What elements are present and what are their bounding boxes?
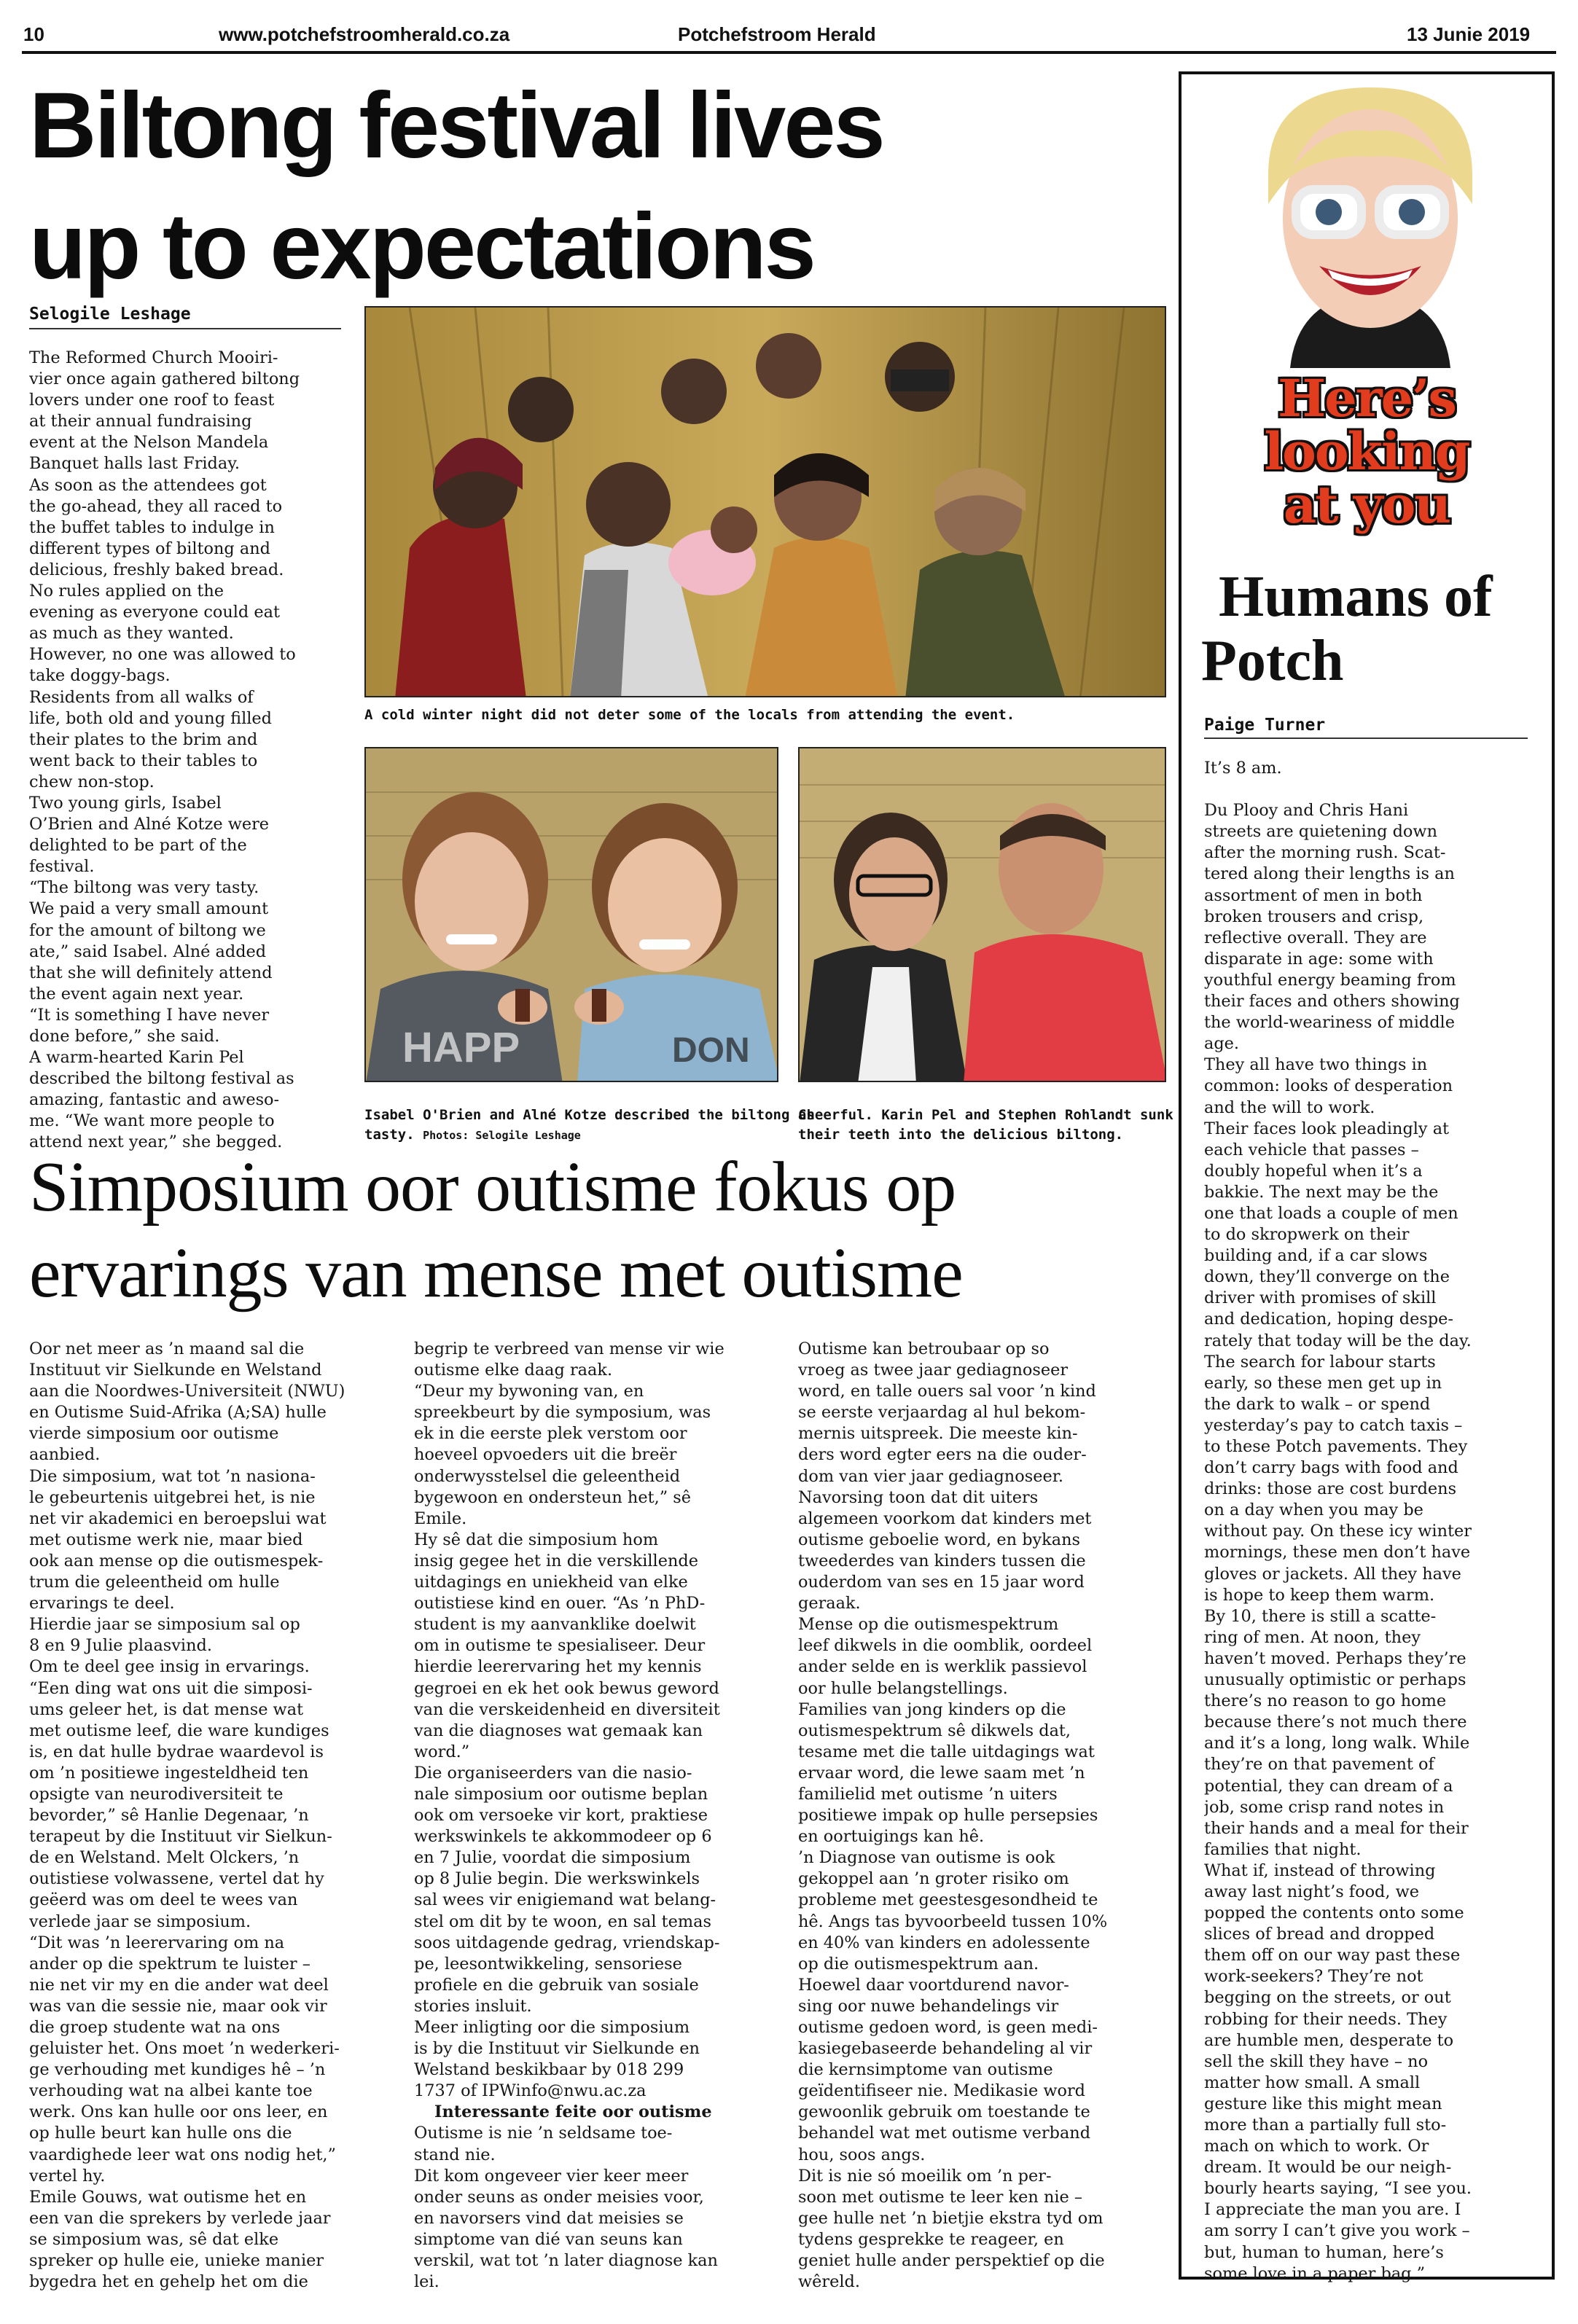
body-line: Emile Gouws, wat outisme het en	[29, 2187, 307, 2207]
body-line: popped the contents onto some	[1204, 1904, 1464, 1923]
couple-photo-illustration	[800, 748, 1166, 1082]
body-line: vierde simposium oor outisme	[29, 1424, 279, 1444]
caption-couple-photo	[798, 1106, 1173, 1145]
body-line: went back to their tables to	[29, 751, 258, 770]
body-line: uitdagings en uniekheid van elke	[414, 1573, 688, 1592]
masthead-rule	[22, 51, 1556, 54]
body-line: Outisme is nie ’n seldsame toe-	[414, 2124, 673, 2143]
body-line: robbing for their needs. They	[1204, 2009, 1448, 2029]
body-line: leef dikwels in die oomblik, oordeel	[798, 1636, 1093, 1656]
body-line: as much as they wanted.	[29, 624, 234, 643]
body-line: the event again next year.	[29, 984, 244, 1003]
sidebar-byline-rule	[1204, 738, 1528, 739]
body-line: en 40% van kinders en adolessente	[798, 1933, 1090, 1952]
body-line: profiele en die gebruik van sosiale	[414, 1975, 699, 1995]
body-line: ander op die spektrum te luister –	[29, 1954, 310, 1973]
body-line: Residents from all walks of	[29, 687, 254, 707]
body-line: The Reformed Church Mooiri-	[29, 348, 278, 367]
article2-headline	[29, 1144, 1188, 1316]
paper-name: Potchefstroom Herald	[678, 23, 876, 45]
headline-line: Simposium oor outisme fokus op	[29, 1148, 956, 1226]
headline-line: up to expectations	[29, 195, 814, 299]
body-line: insig gegee het in die verskillende	[414, 1551, 698, 1570]
body-line: “Deur my bywoning van, en	[414, 1382, 644, 1401]
body-line: don’t carry bags with food and	[1204, 1458, 1458, 1478]
body-line: ate,” said Isabel. Alné added	[29, 942, 267, 961]
body-line: student is my aanvanklike doelwit	[414, 1615, 696, 1635]
body-line: en oortuigings kan hê.	[798, 1827, 985, 1847]
body-line: Du Plooy and Chris Hani	[1204, 801, 1409, 821]
body-line: mernis uitspreek. Die meeste kin-	[798, 1424, 1078, 1444]
body-line: described the biltong festival as	[29, 1069, 294, 1089]
body-line: om ’n positiewe ingesteldheid ten	[29, 1763, 309, 1783]
body-line: van die diagnoses wat gemaak kan	[414, 1721, 703, 1740]
photo-isabel-and-alne	[364, 747, 778, 1082]
body-line: to these Potch pavements. They	[1204, 1437, 1468, 1456]
body-line: take doggy-bags.	[29, 666, 171, 686]
body-line: werkswinkels te akkommodeer op 6	[414, 1827, 712, 1847]
body-line: at their annual fundraising	[29, 412, 252, 431]
body-line: gegroei en ek het ook bewus geword	[414, 1678, 719, 1698]
body-line: sal wees vir enigiemand wat belang-	[414, 1890, 716, 1910]
sidebar-byline: Paige Turner	[1204, 716, 1326, 735]
body-line: bevorder,” sê Hanlie Degenaar, ’n	[29, 1806, 309, 1826]
body-line: onderwysstelsel die geleentheid	[414, 1466, 681, 1486]
body-line: word.”	[414, 1742, 470, 1761]
headline-line: Biltong festival lives	[29, 74, 883, 178]
photo-group-of-locals	[364, 306, 1166, 697]
body-line: youthful energy beaming from	[1204, 970, 1456, 990]
website-url: www.potchefstroomherald.co.za	[219, 23, 510, 45]
body-line: job, some crisp rand notes in	[1204, 1797, 1445, 1817]
body-line: geluister het. Ons moet ’n wederkeri-	[29, 2039, 340, 2059]
article2-column-2	[414, 1339, 786, 2293]
body-line: work-seekers? They’re not	[1204, 1967, 1423, 1987]
body-line: kasiegebaseerde behandeling al vir	[798, 2039, 1093, 2059]
body-line: ge verhouding met kundiges hê – ’n	[29, 2060, 326, 2080]
body-line: They all have two things in	[1204, 1055, 1428, 1075]
body-line: ook aan mense op die outismespek-	[29, 1551, 324, 1570]
body-line: op die outismespektrum aan.	[798, 1954, 1039, 1973]
body-line: chew non-stop.	[29, 772, 155, 791]
body-line: Hy sê dat die simposium hom	[414, 1530, 659, 1549]
body-line: each vehicle that passes –	[1204, 1140, 1419, 1159]
body-line: We paid a very small amount	[29, 899, 269, 919]
body-line: nale simposium oor outisme beplan	[414, 1784, 708, 1804]
body-line: Emile.	[414, 1509, 467, 1528]
body-line: en 7 Julie, voordat die simposium	[414, 1848, 691, 1868]
body-line: ervaar word, die lewe saam met ’n	[798, 1763, 1085, 1783]
body-line: Mense op die outismespektrum	[798, 1615, 1059, 1635]
kicker-line: at you	[1283, 474, 1450, 535]
body-line: tydens gesprekke te reageer, en	[798, 2229, 1064, 2249]
body-line: gesture like this might mean	[1204, 2094, 1442, 2113]
body-line: ek in die eerste plek verstom oor	[414, 1424, 687, 1444]
columnist-portrait-illustration	[1239, 80, 1501, 368]
body-line: Dit is nie só moeilik om ’n per-	[798, 2166, 1052, 2186]
body-line: outistiese volwassene, vertel dat hy	[29, 1869, 324, 1889]
caption-main-photo	[364, 705, 1166, 725]
body-line: stel om dit by te woon, en sal temas	[414, 1912, 711, 1931]
body-line: ervarings te deel.	[29, 1594, 175, 1613]
body-line: begging on the streets, or out	[1204, 1988, 1451, 2008]
body-line: lovers under one roof to feast	[29, 391, 275, 410]
body-line: to do skropwerk on their	[1204, 1225, 1410, 1245]
body-line: Die organiseerders van die nasio-	[414, 1763, 692, 1783]
body-line: ’n Diagnose van outisme is ook	[798, 1848, 1055, 1868]
body-line: soos uitdagende gedrag, vriendskap-	[414, 1933, 720, 1952]
body-line: trum die geleentheid om hulle	[29, 1573, 280, 1592]
body-line: gloves or jackets. All they have	[1204, 1564, 1461, 1584]
body-line: A warm-hearted Karin Pel	[29, 1048, 244, 1068]
body-line: Two young girls, Isabel	[29, 793, 222, 813]
body-line: met outisme leef, die ware kundiges	[29, 1721, 329, 1740]
body-line: geniet hulle ander perspektief op die	[798, 2251, 1105, 2271]
body-line: amazing, fantastic and aweso-	[29, 1090, 280, 1110]
body-line: are humble men, desperate to	[1204, 2030, 1454, 2050]
body-line: disparate in age: some with	[1204, 949, 1434, 969]
body-line: away last night’s food, we	[1204, 1882, 1420, 1901]
column-kicker	[1210, 368, 1523, 535]
body-line: the dark to walk – or spend	[1204, 1394, 1431, 1414]
body-line: sing oor nuwe behandelings vir	[798, 1996, 1059, 2016]
body-line: wêreld.	[798, 2272, 860, 2292]
body-line: early, so these men get up in	[1204, 1373, 1442, 1393]
kicker-line: looking	[1264, 421, 1469, 482]
body-line: tesame met die talle uitdagings wat	[798, 1742, 1095, 1761]
body-line: spreker op hulle eie, unieke manier	[29, 2251, 324, 2271]
byline-rule	[29, 328, 341, 329]
body-line: delicious, freshly baked bread.	[29, 560, 284, 579]
body-line: delighted to be part of the	[29, 836, 247, 856]
svg-text:HAPP: HAPP	[402, 1024, 520, 1071]
body-line: aanbied.	[29, 1445, 101, 1465]
body-line: By 10, there is still a scatte-	[1204, 1606, 1437, 1626]
body-line: yesterday’s pay to catch taxis –	[1204, 1415, 1463, 1435]
body-line: doubly hopeful when it’s a	[1204, 1161, 1423, 1181]
body-line: ring of men. At noon, they	[1204, 1627, 1421, 1647]
body-line: is, en dat hulle bydrae waardevol is	[29, 1742, 324, 1761]
body-line: and it’s a long, long walk. While	[1204, 1734, 1470, 1753]
body-line: bourly hearts saying, “I see you.	[1204, 2179, 1472, 2199]
body-line: en Outisme Suid-Afrika (A;SA) hulle	[29, 1403, 327, 1423]
body-line: op hulle beurt kan hulle ons die	[29, 2124, 292, 2143]
article2-column-1	[29, 1339, 408, 2293]
body-line: outisme elke daag raak.	[414, 1361, 613, 1380]
body-line: vier once again gathered biltong	[29, 369, 300, 389]
body-line: more than a partially full sto-	[1204, 2116, 1447, 2135]
body-line: positiewe impak op hulle persepsies	[798, 1806, 1098, 1826]
svg-text:DON: DON	[672, 1031, 750, 1070]
title-line: Potch	[1201, 629, 1344, 693]
body-line: behandel wat met outisme verband	[798, 2124, 1091, 2143]
body-line: gewoonlik gebruik om toestande te	[798, 2102, 1090, 2122]
body-line: after the morning rush. Scat-	[1204, 843, 1446, 863]
body-line: die groep studente wat na ons	[29, 2018, 281, 2037]
body-line: event at the Nelson Mandela	[29, 433, 269, 453]
body-line: O’Brien and Alné Kotze were	[29, 815, 270, 834]
body-line: outistiese kind en ouer. “As ’n PhD-	[414, 1594, 706, 1613]
body-line: ums geleer het, is dat mense wat	[29, 1699, 304, 1719]
body-line: potential, they can dream of a	[1204, 1776, 1453, 1796]
body-line: geraak.	[798, 1594, 861, 1613]
body-line: It’s 8 am.	[1204, 759, 1282, 778]
body-line: gee hulle net ’n bietjie ekstra tyd om	[798, 2208, 1104, 2228]
body-line: hou, soos angs.	[798, 2145, 926, 2164]
body-line: pe, leesontwikkeling, sensoriese	[414, 1954, 682, 1973]
body-line	[1204, 779, 1532, 800]
body-line: Hierdie jaar se simposium sal op	[29, 1615, 300, 1635]
column-title	[1201, 565, 1536, 693]
body-line: ouderdom van ses en 15 jaar word	[798, 1573, 1085, 1592]
body-line: some love in a paper bag.”	[1204, 2264, 1426, 2283]
body-line: bakkie. The next may be the	[1204, 1182, 1439, 1202]
body-line: outisme gedoen word, is geen medi-	[798, 2018, 1098, 2037]
body-line: common: looks of desperation	[1204, 1076, 1453, 1096]
body-line: the buffet tables to indulge in	[29, 517, 275, 537]
body-line: Om te deel gee insig in ervarings.	[29, 1657, 310, 1677]
body-line: the go-ahead, they all raced to	[29, 496, 283, 516]
body-line: Banquet halls last Friday.	[29, 454, 241, 474]
body-line: one that loads a couple of men	[1204, 1203, 1458, 1223]
body-line: is by die Instituut vir Sielkunde en	[414, 2039, 700, 2059]
body-line: nie net vir my en die ander wat deel	[29, 1975, 329, 1995]
caption-text: Cheerful. Karin Pel and Stephen Rohlandt sunk	[798, 1107, 1173, 1123]
body-line: simptome van dié van seuns kan	[414, 2229, 683, 2249]
body-line: done before,” she said.	[29, 1027, 220, 1046]
body-line: driver with promises of skill	[1204, 1288, 1437, 1308]
body-line: onder seuns as onder meisies voor,	[414, 2187, 704, 2207]
body-line: 8 en 9 Julie plaasvind.	[29, 1636, 212, 1656]
group-photo-illustration	[366, 308, 1166, 697]
body-line: en navorsers vind dat meisies se	[414, 2208, 684, 2228]
caption-text: A cold winter night did not deter some of the locals from attending the event.	[364, 707, 1015, 723]
headline-line: ervarings van mense met outisme	[29, 1234, 963, 1312]
body-line: ander selde en is werklik passievol	[798, 1657, 1087, 1677]
girls-photo-illustration	[366, 748, 778, 1082]
body-line: hierdie leerervaring het my kennis	[414, 1657, 702, 1677]
body-line: for the amount of biltong we	[29, 920, 266, 940]
article1-headline	[29, 66, 1166, 308]
body-line: soon met outisme te leer ken nie –	[798, 2187, 1083, 2207]
body-line: Families van jong kinders op die	[798, 1699, 1066, 1719]
body-line: aan die Noordwes-Universiteit (NWU)	[29, 1382, 345, 1401]
body-line: van die verskeidenheid en diversiteit	[414, 1699, 720, 1719]
body-line: verlede jaar se simposium.	[29, 1912, 251, 1931]
body-line: familielid met outisme ’n uiters	[798, 1784, 1058, 1804]
body-line: As soon as the attendees got	[29, 475, 267, 495]
body-line: ders word egter eers na die ouder-	[798, 1445, 1087, 1465]
body-line: reflective overall. They are	[1204, 928, 1427, 947]
body-line: me. “We want more people to	[29, 1111, 275, 1131]
subhead-interesting-facts: Interessante feite oor outisme	[434, 2102, 712, 2122]
body-line: op 8 Julie begin. Die werkswinkels	[414, 1869, 700, 1889]
body-line: rately that today will be the day.	[1204, 1331, 1472, 1350]
body-line: gekoppel aan ’n groter risiko om	[798, 1869, 1069, 1889]
body-line: that she will definitely attend	[29, 963, 273, 982]
body-line: “The biltong was very tasty.	[29, 878, 259, 898]
body-line: oor hulle belangstellings.	[798, 1678, 1008, 1698]
body-line: vaardighede leer wat ons nodig het,”	[29, 2145, 336, 2164]
body-line: stand nie.	[414, 2145, 496, 2164]
body-line: “Dit was ’n leerervaring om na	[29, 1933, 285, 1952]
body-line: word, en talle ouers sal voor ’n kind	[798, 1382, 1096, 1401]
body-line: the world-weariness of middle	[1204, 1013, 1455, 1033]
body-line: different types of biltong and	[29, 539, 270, 558]
body-line: slices of bread and dropped	[1204, 1925, 1435, 1944]
body-line: ook om versoeke vir kort, praktiese	[414, 1806, 708, 1826]
body-line: algemeen voorkom dat kinders met	[798, 1509, 1092, 1528]
body-line: hoeveel opvoeders uit die breër	[414, 1445, 677, 1465]
body-line: without pay. On these icy winter	[1204, 1522, 1472, 1541]
body-line: Their faces look pleadingly at	[1204, 1119, 1450, 1138]
body-line: there’s no reason to go home	[1204, 1691, 1447, 1711]
page-number: 10	[23, 23, 44, 45]
body-line: Meer inligting oor die simposium	[414, 2018, 690, 2037]
body-line: evening as everyone could eat	[29, 603, 280, 622]
body-line: spreekbeurt by die symposium, was	[414, 1403, 711, 1423]
body-line: building and, if a car slows	[1204, 1246, 1428, 1266]
caption-text: tasty. Photos: Selogile Leshage	[364, 1127, 581, 1143]
body-line: matter how small. A small	[1204, 2073, 1421, 2092]
body-line: vroeg as twee jaar gediagnoseer	[798, 1361, 1069, 1380]
body-line: mach on which to work. Or	[1204, 2137, 1429, 2156]
article1-byline: Selogile Leshage	[29, 305, 191, 324]
body-line: le gebeurtenis uitgebrei het, is nie	[29, 1487, 316, 1507]
body-line: “It is something I have never	[29, 1005, 270, 1025]
body-line: verhouding wat na albei kante toe	[29, 2081, 313, 2101]
body-line: opsigte van neurodiversiteit te	[29, 1784, 284, 1804]
body-line: werk. Ons kan hulle oor ons leer, en	[29, 2102, 328, 2122]
body-line: terapeut by die Instituut vir Sielkun-	[29, 1827, 332, 1847]
body-line: No rules applied on the	[29, 582, 224, 601]
body-line: se simposium was, sê dat elke	[29, 2229, 279, 2249]
body-line: attend next year,” she begged.	[29, 1132, 283, 1152]
body-line: sell the skill they have – no	[1204, 2051, 1429, 2071]
body-line: vertel hy.	[29, 2166, 106, 2186]
issue-date: 13 Junie 2019	[1407, 23, 1531, 45]
caption-text: their teeth into the delicious biltong.	[798, 1127, 1124, 1143]
body-line: outisme geboelie word, en bykans	[798, 1530, 1081, 1549]
body-line: Instituut vir Sielkunde en Welstand	[29, 1361, 322, 1380]
body-line: 1737 of IPWinfo@nwu.ac.za	[414, 2081, 647, 2101]
body-line: but, human to human, here’s	[1204, 2242, 1444, 2262]
body-line: age.	[1204, 1034, 1240, 1054]
body-line: drinks: those are cost burdens	[1204, 1479, 1457, 1499]
body-line: tweederdes van kinders tussen die	[798, 1551, 1086, 1570]
body-line: se eerste verjaardag al hul bekom-	[798, 1403, 1086, 1423]
caption-text: Isabel O'Brien and Alné Kotze described the biltong as	[364, 1107, 815, 1123]
body-line: hê. Angs tas byvoorbeeld tussen 10%	[798, 1912, 1108, 1931]
body-line: down, they’ll converge on the	[1204, 1267, 1450, 1287]
kicker-line: Here’s	[1278, 368, 1456, 429]
body-line: geïdentifiseer nie. Medikasie word	[798, 2081, 1086, 2101]
article1-body	[29, 348, 343, 1154]
body-line: Oor net meer as ’n maand sal die	[29, 1339, 305, 1358]
body-line: de en Welstand. Melt Olckers, ’n	[29, 1848, 300, 1868]
body-line: and the will to work.	[1204, 1098, 1375, 1117]
sidebar-body	[1204, 758, 1532, 2285]
body-line: streets are quietening down	[1204, 822, 1437, 842]
photo-credit: Photos: Selogile Leshage	[423, 1129, 581, 1142]
body-line: tered along their lengths is an	[1204, 864, 1455, 884]
body-line: bygedra het en gehelp het om die	[29, 2272, 308, 2292]
body-line: dream. It would be our neigh-	[1204, 2158, 1452, 2178]
body-line: stories insluit.	[414, 1996, 532, 2016]
body-line: families that night.	[1204, 1839, 1362, 1859]
body-line: on a day when you may be	[1204, 1501, 1423, 1520]
body-line: I appreciate the man you are. I	[1204, 2200, 1461, 2220]
body-line: haven’t moved. Perhaps they’re	[1204, 1648, 1466, 1668]
body-line: om in outisme te spesialiseer. Deur	[414, 1636, 706, 1656]
photo-karin-and-stephen	[798, 747, 1166, 1082]
body-line: Hoewel daar voortdurend navor-	[798, 1975, 1069, 1995]
body-line: was van die sessie nie, maar ook vir	[29, 1996, 327, 2016]
body-line: “Een ding wat ons uit die simposi-	[29, 1678, 313, 1698]
body-line: life, both old and young filled	[29, 708, 273, 728]
body-line: broken trousers and crisp,	[1204, 907, 1424, 926]
body-line: because there’s not much there	[1204, 1713, 1467, 1732]
body-line: begrip te verbreed van mense vir wie	[414, 1339, 724, 1358]
body-line: bygewoon en ondersteun het,” sê	[414, 1487, 691, 1507]
body-line: their faces and others showing	[1204, 992, 1460, 1012]
body-line: mornings, these men don’t have	[1204, 1543, 1471, 1562]
title-line: Humans of	[1219, 565, 1493, 629]
body-line: they’re on that pavement of	[1204, 1755, 1434, 1775]
body-line: die kernsimptome van outisme	[798, 2060, 1053, 2080]
body-line: Outisme kan betroubaar op so	[798, 1339, 1050, 1358]
body-line: geëerd was om deel te wees van	[29, 1890, 298, 1910]
body-line: am sorry I can’t give you work –	[1204, 2221, 1470, 2241]
body-line: verskil, wat tot ’n later diagnose kan	[414, 2251, 718, 2271]
body-line: assortment of men in both	[1204, 885, 1423, 905]
caption-girls-photo	[364, 1106, 815, 1146]
article2-column-3	[798, 1339, 1177, 2293]
columnist-portrait	[1239, 80, 1501, 368]
body-line: met outisme werk nie, maar bied	[29, 1530, 303, 1549]
body-line: is hope to keep them warm.	[1204, 1585, 1435, 1605]
body-line: lei.	[414, 2272, 440, 2292]
body-line: Navorsing toon dat dit uiters	[798, 1487, 1039, 1507]
body-line: them off on our way past these	[1204, 1946, 1461, 1965]
body-line: and dedication, hoping despe-	[1204, 1310, 1453, 1329]
body-line: dom van vier jaar gediagnoseer.	[798, 1466, 1064, 1486]
body-line: net vir akademici en beroepslui wat	[29, 1509, 327, 1528]
body-line: their hands and a meal for their	[1204, 1818, 1469, 1838]
body-line: outismespektrum sê dikwels dat,	[798, 1721, 1071, 1740]
body-line: een van die sprekers by verlede jaar	[29, 2208, 331, 2228]
body-line: their plates to the brim and	[29, 729, 258, 749]
body-line: festival.	[29, 857, 95, 877]
body-line: Welstand beskikbaar by 018 299	[414, 2060, 684, 2080]
body-line: Dit kom ongeveer vier keer meer	[414, 2166, 689, 2186]
body-line: Die simposium, wat tot ’n nasiona-	[29, 1466, 316, 1486]
body-line: However, no one was allowed to	[29, 645, 296, 665]
body-line: The search for labour starts	[1204, 1352, 1436, 1372]
body-line: What if, instead of throwing	[1204, 1861, 1436, 1880]
body-line: unusually optimistic or perhaps	[1204, 1670, 1466, 1690]
body-line: probleme met geestesgesondheid te	[798, 1890, 1098, 1910]
